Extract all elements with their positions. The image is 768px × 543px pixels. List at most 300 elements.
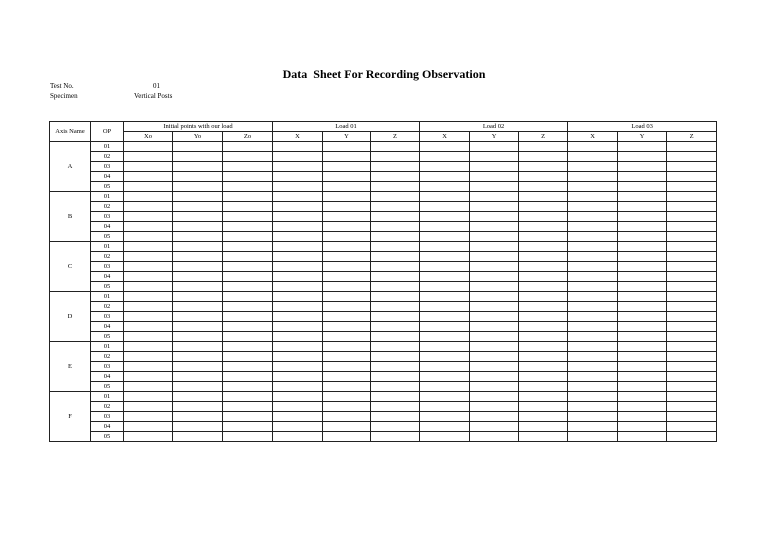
- data-cell[interactable]: [667, 292, 717, 302]
- data-cell[interactable]: [273, 352, 323, 362]
- data-cell[interactable]: [124, 372, 173, 382]
- data-cell[interactable]: [568, 212, 618, 222]
- data-cell[interactable]: [519, 402, 568, 412]
- data-cell[interactable]: [323, 332, 371, 342]
- data-cell[interactable]: [519, 422, 568, 432]
- data-cell[interactable]: [173, 342, 223, 352]
- data-cell[interactable]: [371, 332, 420, 342]
- data-cell[interactable]: [470, 422, 519, 432]
- data-cell[interactable]: [420, 402, 470, 412]
- data-cell[interactable]: [124, 172, 173, 182]
- data-cell[interactable]: [618, 272, 667, 282]
- data-cell[interactable]: [173, 432, 223, 442]
- data-cell[interactable]: [618, 172, 667, 182]
- data-cell[interactable]: [667, 362, 717, 372]
- data-cell[interactable]: [323, 292, 371, 302]
- data-cell[interactable]: [323, 212, 371, 222]
- data-cell[interactable]: [173, 282, 223, 292]
- data-cell[interactable]: [371, 272, 420, 282]
- data-cell[interactable]: [323, 252, 371, 262]
- data-cell[interactable]: [568, 432, 618, 442]
- data-cell[interactable]: [618, 352, 667, 362]
- data-cell[interactable]: [519, 332, 568, 342]
- data-cell[interactable]: [371, 282, 420, 292]
- data-cell[interactable]: [470, 302, 519, 312]
- data-cell[interactable]: [173, 212, 223, 222]
- data-cell[interactable]: [173, 242, 223, 252]
- data-cell[interactable]: [223, 362, 273, 372]
- data-cell[interactable]: [618, 282, 667, 292]
- data-cell[interactable]: [667, 202, 717, 212]
- data-cell[interactable]: [323, 352, 371, 362]
- data-cell[interactable]: [667, 412, 717, 422]
- data-cell[interactable]: [173, 142, 223, 152]
- data-cell[interactable]: [273, 222, 323, 232]
- data-cell[interactable]: [618, 142, 667, 152]
- data-cell[interactable]: [323, 362, 371, 372]
- data-cell[interactable]: [223, 402, 273, 412]
- data-cell[interactable]: [371, 322, 420, 332]
- data-cell[interactable]: [371, 402, 420, 412]
- data-cell[interactable]: [273, 302, 323, 312]
- data-cell[interactable]: [519, 222, 568, 232]
- data-cell[interactable]: [568, 172, 618, 182]
- data-cell[interactable]: [568, 422, 618, 432]
- data-cell[interactable]: [470, 292, 519, 302]
- data-cell[interactable]: [420, 172, 470, 182]
- data-cell[interactable]: [519, 202, 568, 212]
- data-cell[interactable]: [173, 362, 223, 372]
- data-cell[interactable]: [519, 432, 568, 442]
- data-cell[interactable]: [618, 292, 667, 302]
- data-cell[interactable]: [124, 392, 173, 402]
- data-cell[interactable]: [519, 412, 568, 422]
- data-cell[interactable]: [371, 172, 420, 182]
- data-cell[interactable]: [124, 242, 173, 252]
- data-cell[interactable]: [519, 142, 568, 152]
- data-cell[interactable]: [223, 422, 273, 432]
- data-cell[interactable]: [618, 382, 667, 392]
- data-cell[interactable]: [519, 312, 568, 322]
- data-cell[interactable]: [470, 222, 519, 232]
- data-cell[interactable]: [173, 162, 223, 172]
- data-cell[interactable]: [519, 262, 568, 272]
- data-cell[interactable]: [667, 392, 717, 402]
- data-cell[interactable]: [323, 312, 371, 322]
- data-cell[interactable]: [173, 412, 223, 422]
- data-cell[interactable]: [273, 202, 323, 212]
- data-cell[interactable]: [223, 312, 273, 322]
- data-cell[interactable]: [124, 282, 173, 292]
- data-cell[interactable]: [519, 322, 568, 332]
- data-cell[interactable]: [371, 152, 420, 162]
- data-cell[interactable]: [519, 372, 568, 382]
- data-cell[interactable]: [618, 372, 667, 382]
- data-cell[interactable]: [371, 292, 420, 302]
- data-cell[interactable]: [568, 352, 618, 362]
- data-cell[interactable]: [519, 302, 568, 312]
- data-cell[interactable]: [470, 282, 519, 292]
- data-cell[interactable]: [371, 342, 420, 352]
- data-cell[interactable]: [124, 152, 173, 162]
- data-cell[interactable]: [667, 282, 717, 292]
- data-cell[interactable]: [371, 302, 420, 312]
- data-cell[interactable]: [618, 212, 667, 222]
- data-cell[interactable]: [618, 192, 667, 202]
- data-cell[interactable]: [470, 322, 519, 332]
- data-cell[interactable]: [273, 182, 323, 192]
- data-cell[interactable]: [273, 382, 323, 392]
- data-cell[interactable]: [223, 192, 273, 202]
- data-cell[interactable]: [371, 192, 420, 202]
- data-cell[interactable]: [323, 302, 371, 312]
- data-cell[interactable]: [420, 222, 470, 232]
- data-cell[interactable]: [618, 422, 667, 432]
- data-cell[interactable]: [519, 252, 568, 262]
- data-cell[interactable]: [124, 202, 173, 212]
- data-cell[interactable]: [273, 142, 323, 152]
- data-cell[interactable]: [470, 262, 519, 272]
- data-cell[interactable]: [371, 182, 420, 192]
- data-cell[interactable]: [420, 142, 470, 152]
- data-cell[interactable]: [173, 382, 223, 392]
- data-cell[interactable]: [618, 262, 667, 272]
- data-cell[interactable]: [223, 232, 273, 242]
- data-cell[interactable]: [470, 402, 519, 412]
- data-cell[interactable]: [223, 412, 273, 422]
- data-cell[interactable]: [568, 162, 618, 172]
- data-cell[interactable]: [519, 192, 568, 202]
- data-cell[interactable]: [470, 382, 519, 392]
- data-cell[interactable]: [124, 362, 173, 372]
- data-cell[interactable]: [273, 372, 323, 382]
- data-cell[interactable]: [667, 272, 717, 282]
- data-cell[interactable]: [323, 282, 371, 292]
- data-cell[interactable]: [223, 172, 273, 182]
- data-cell[interactable]: [470, 152, 519, 162]
- data-cell[interactable]: [371, 252, 420, 262]
- data-cell[interactable]: [273, 252, 323, 262]
- data-cell[interactable]: [568, 202, 618, 212]
- data-cell[interactable]: [568, 252, 618, 262]
- data-cell[interactable]: [273, 402, 323, 412]
- data-cell[interactable]: [323, 402, 371, 412]
- data-cell[interactable]: [323, 392, 371, 402]
- data-cell[interactable]: [470, 312, 519, 322]
- data-cell[interactable]: [470, 342, 519, 352]
- data-cell[interactable]: [568, 192, 618, 202]
- data-cell[interactable]: [273, 232, 323, 242]
- data-cell[interactable]: [618, 162, 667, 172]
- data-cell[interactable]: [618, 222, 667, 232]
- data-cell[interactable]: [519, 242, 568, 252]
- data-cell[interactable]: [323, 192, 371, 202]
- data-cell[interactable]: [470, 172, 519, 182]
- data-cell[interactable]: [173, 352, 223, 362]
- data-cell[interactable]: [273, 332, 323, 342]
- data-cell[interactable]: [124, 272, 173, 282]
- data-cell[interactable]: [519, 352, 568, 362]
- data-cell[interactable]: [223, 212, 273, 222]
- data-cell[interactable]: [173, 202, 223, 212]
- data-cell[interactable]: [223, 352, 273, 362]
- data-cell[interactable]: [371, 212, 420, 222]
- data-cell[interactable]: [420, 352, 470, 362]
- data-cell[interactable]: [223, 222, 273, 232]
- data-cell[interactable]: [568, 312, 618, 322]
- data-cell[interactable]: [618, 232, 667, 242]
- data-cell[interactable]: [618, 252, 667, 262]
- data-cell[interactable]: [124, 252, 173, 262]
- data-cell[interactable]: [568, 342, 618, 352]
- data-cell[interactable]: [568, 372, 618, 382]
- data-cell[interactable]: [568, 142, 618, 152]
- data-cell[interactable]: [420, 252, 470, 262]
- data-cell[interactable]: [323, 172, 371, 182]
- data-cell[interactable]: [470, 202, 519, 212]
- data-cell[interactable]: [223, 272, 273, 282]
- data-cell[interactable]: [470, 162, 519, 172]
- data-cell[interactable]: [173, 192, 223, 202]
- data-cell[interactable]: [470, 332, 519, 342]
- data-cell[interactable]: [568, 262, 618, 272]
- data-cell[interactable]: [223, 332, 273, 342]
- data-cell[interactable]: [323, 142, 371, 152]
- data-cell[interactable]: [173, 152, 223, 162]
- data-cell[interactable]: [223, 252, 273, 262]
- data-cell[interactable]: [371, 312, 420, 322]
- data-cell[interactable]: [223, 302, 273, 312]
- data-cell[interactable]: [519, 172, 568, 182]
- data-cell[interactable]: [519, 382, 568, 392]
- data-cell[interactable]: [323, 272, 371, 282]
- data-cell[interactable]: [124, 422, 173, 432]
- data-cell[interactable]: [273, 322, 323, 332]
- data-cell[interactable]: [223, 282, 273, 292]
- data-cell[interactable]: [420, 152, 470, 162]
- data-cell[interactable]: [173, 272, 223, 282]
- data-cell[interactable]: [420, 272, 470, 282]
- data-cell[interactable]: [519, 392, 568, 402]
- data-cell[interactable]: [323, 432, 371, 442]
- data-cell[interactable]: [568, 302, 618, 312]
- data-cell[interactable]: [273, 242, 323, 252]
- data-cell[interactable]: [223, 372, 273, 382]
- data-cell[interactable]: [470, 212, 519, 222]
- data-cell[interactable]: [273, 262, 323, 272]
- data-cell[interactable]: [371, 202, 420, 212]
- data-cell[interactable]: [124, 322, 173, 332]
- data-cell[interactable]: [273, 412, 323, 422]
- data-cell[interactable]: [223, 292, 273, 302]
- data-cell[interactable]: [470, 252, 519, 262]
- data-cell[interactable]: [124, 222, 173, 232]
- data-cell[interactable]: [618, 362, 667, 372]
- data-cell[interactable]: [273, 342, 323, 352]
- data-cell[interactable]: [568, 222, 618, 232]
- data-cell[interactable]: [173, 292, 223, 302]
- data-cell[interactable]: [124, 262, 173, 272]
- data-cell[interactable]: [273, 192, 323, 202]
- data-cell[interactable]: [124, 312, 173, 322]
- data-cell[interactable]: [323, 242, 371, 252]
- data-cell[interactable]: [420, 332, 470, 342]
- data-cell[interactable]: [568, 412, 618, 422]
- data-cell[interactable]: [323, 382, 371, 392]
- data-cell[interactable]: [420, 412, 470, 422]
- data-cell[interactable]: [568, 392, 618, 402]
- data-cell[interactable]: [519, 342, 568, 352]
- data-cell[interactable]: [568, 152, 618, 162]
- data-cell[interactable]: [618, 392, 667, 402]
- data-cell[interactable]: [568, 282, 618, 292]
- data-cell[interactable]: [124, 412, 173, 422]
- data-cell[interactable]: [371, 222, 420, 232]
- data-cell[interactable]: [568, 402, 618, 412]
- data-cell[interactable]: [420, 202, 470, 212]
- data-cell[interactable]: [173, 182, 223, 192]
- data-cell[interactable]: [420, 232, 470, 242]
- data-cell[interactable]: [371, 352, 420, 362]
- data-cell[interactable]: [273, 422, 323, 432]
- data-cell[interactable]: [667, 422, 717, 432]
- data-cell[interactable]: [568, 292, 618, 302]
- data-cell[interactable]: [420, 422, 470, 432]
- data-cell[interactable]: [519, 152, 568, 162]
- data-cell[interactable]: [420, 302, 470, 312]
- data-cell[interactable]: [223, 382, 273, 392]
- data-cell[interactable]: [519, 282, 568, 292]
- data-cell[interactable]: [223, 432, 273, 442]
- data-cell[interactable]: [273, 272, 323, 282]
- data-cell[interactable]: [323, 202, 371, 212]
- data-cell[interactable]: [323, 372, 371, 382]
- data-cell[interactable]: [618, 242, 667, 252]
- data-cell[interactable]: [667, 192, 717, 202]
- data-cell[interactable]: [470, 232, 519, 242]
- data-cell[interactable]: [173, 422, 223, 432]
- data-cell[interactable]: [124, 382, 173, 392]
- data-cell[interactable]: [323, 232, 371, 242]
- data-cell[interactable]: [223, 242, 273, 252]
- data-cell[interactable]: [173, 302, 223, 312]
- data-cell[interactable]: [420, 342, 470, 352]
- data-cell[interactable]: [371, 422, 420, 432]
- data-cell[interactable]: [667, 382, 717, 392]
- data-cell[interactable]: [667, 152, 717, 162]
- data-cell[interactable]: [470, 362, 519, 372]
- data-cell[interactable]: [273, 312, 323, 322]
- data-cell[interactable]: [519, 362, 568, 372]
- data-cell[interactable]: [371, 162, 420, 172]
- data-cell[interactable]: [568, 182, 618, 192]
- data-cell[interactable]: [124, 182, 173, 192]
- data-cell[interactable]: [667, 372, 717, 382]
- data-cell[interactable]: [173, 232, 223, 242]
- data-cell[interactable]: [371, 262, 420, 272]
- data-cell[interactable]: [618, 202, 667, 212]
- data-cell[interactable]: [618, 182, 667, 192]
- data-cell[interactable]: [420, 212, 470, 222]
- data-cell[interactable]: [223, 202, 273, 212]
- data-cell[interactable]: [371, 392, 420, 402]
- data-cell[interactable]: [323, 422, 371, 432]
- data-cell[interactable]: [323, 342, 371, 352]
- data-cell[interactable]: [371, 242, 420, 252]
- data-cell[interactable]: [223, 182, 273, 192]
- data-cell[interactable]: [568, 242, 618, 252]
- data-cell[interactable]: [420, 392, 470, 402]
- data-cell[interactable]: [568, 332, 618, 342]
- data-cell[interactable]: [273, 282, 323, 292]
- data-cell[interactable]: [124, 162, 173, 172]
- data-cell[interactable]: [667, 222, 717, 232]
- data-cell[interactable]: [223, 392, 273, 402]
- data-cell[interactable]: [124, 302, 173, 312]
- data-cell[interactable]: [519, 292, 568, 302]
- data-cell[interactable]: [371, 412, 420, 422]
- data-cell[interactable]: [173, 172, 223, 182]
- data-cell[interactable]: [420, 262, 470, 272]
- data-cell[interactable]: [173, 222, 223, 232]
- data-cell[interactable]: [323, 222, 371, 232]
- data-cell[interactable]: [568, 232, 618, 242]
- data-cell[interactable]: [223, 142, 273, 152]
- data-cell[interactable]: [470, 412, 519, 422]
- data-cell[interactable]: [173, 312, 223, 322]
- data-cell[interactable]: [470, 192, 519, 202]
- data-cell[interactable]: [470, 142, 519, 152]
- data-cell[interactable]: [667, 262, 717, 272]
- data-cell[interactable]: [667, 332, 717, 342]
- data-cell[interactable]: [470, 242, 519, 252]
- data-cell[interactable]: [371, 372, 420, 382]
- data-cell[interactable]: [667, 182, 717, 192]
- data-cell[interactable]: [371, 362, 420, 372]
- data-cell[interactable]: [519, 212, 568, 222]
- data-cell[interactable]: [420, 192, 470, 202]
- data-cell[interactable]: [667, 242, 717, 252]
- data-cell[interactable]: [124, 142, 173, 152]
- data-cell[interactable]: [618, 332, 667, 342]
- data-cell[interactable]: [420, 282, 470, 292]
- data-cell[interactable]: [420, 372, 470, 382]
- data-cell[interactable]: [173, 262, 223, 272]
- data-cell[interactable]: [667, 402, 717, 412]
- data-cell[interactable]: [273, 162, 323, 172]
- data-cell[interactable]: [323, 322, 371, 332]
- data-cell[interactable]: [273, 292, 323, 302]
- data-cell[interactable]: [420, 242, 470, 252]
- data-cell[interactable]: [173, 332, 223, 342]
- data-cell[interactable]: [124, 212, 173, 222]
- data-cell[interactable]: [273, 212, 323, 222]
- data-cell[interactable]: [420, 162, 470, 172]
- data-cell[interactable]: [323, 162, 371, 172]
- data-cell[interactable]: [568, 322, 618, 332]
- data-cell[interactable]: [223, 162, 273, 172]
- data-cell[interactable]: [470, 392, 519, 402]
- data-cell[interactable]: [618, 342, 667, 352]
- data-cell[interactable]: [618, 322, 667, 332]
- data-cell[interactable]: [667, 352, 717, 362]
- data-cell[interactable]: [618, 432, 667, 442]
- data-cell[interactable]: [273, 432, 323, 442]
- data-cell[interactable]: [568, 362, 618, 372]
- data-cell[interactable]: [519, 182, 568, 192]
- data-cell[interactable]: [618, 412, 667, 422]
- data-cell[interactable]: [124, 292, 173, 302]
